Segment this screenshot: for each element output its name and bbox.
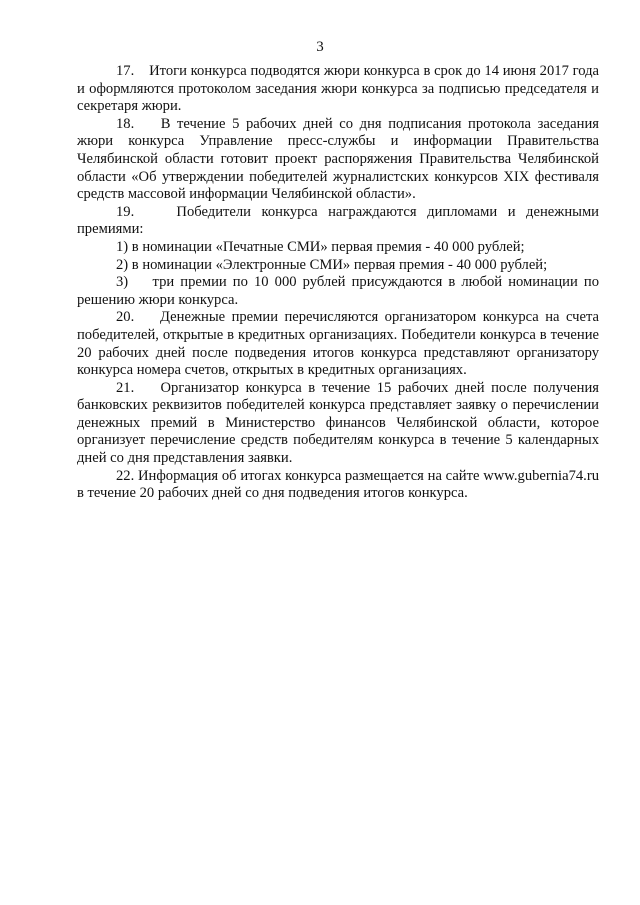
paragraph-21: 21. Организатор конкурса в течение 15 рабочих дней после получения банковских реквизитов победителей конкурса представляет заявку о перечислении денежных премий в Министерство финансов Челябинской области, которое организует перечисление средств победителям конкурса в течение 5 календарных дней со дня представления заявки. bbox=[77, 379, 599, 467]
paragraph-19: 19. Победители конкурса награждаются дипломами и денежными премиями: bbox=[77, 203, 599, 238]
document-body bbox=[77, 63, 599, 503]
paragraph-20: 20. Денежные премии перечисляются организатором конкурса на счета победителей, открытые в кредитных организациях. Победители конкурса в течение 20 рабочих дней после подведения итогов конкурса представляют организатору конкурса номера счетов, открытых в кредитных организациях. bbox=[77, 309, 599, 379]
paragraph-22 bbox=[77, 468, 599, 503]
paragraph-19-item-3: 3) три премии по 10 000 рублей присуждаются в любой номинации по решению жюри конкурса. bbox=[77, 274, 599, 308]
paragraph-22-text-end: в течение 20 рабочих дней со дня подведения итогов конкурса. bbox=[77, 485, 468, 502]
paragraph-18: 18. В течение 5 рабочих дней со дня подписания протокола заседания жюри конкурса Управление пресс-службы и информации Правительства Челябинской области готовит проект распоряжения Правительства Челябинской области «Об утверждении победителей журналистских конкурсов XIX фестиваля средств массовой информации Челябинской области». bbox=[77, 115, 599, 203]
paragraph-19-item-2: 2) в номинации «Электронные СМИ» первая премия - 40 000 рублей; bbox=[116, 256, 548, 273]
paragraph-17: 17. Итоги конкурса подводятся жюри конкурса в срок до 14 июня 2017 года и оформляются протоколом заседания жюри конкурса за подписью председателя и секретаря жюри. bbox=[77, 63, 599, 115]
paragraph-22-text-start: 22. Информация об итогах конкурса размещается на сайте bbox=[116, 467, 484, 484]
paragraph-19-item-1: 1) в номинации «Печатные СМИ» первая премия - 40 000 рублей; bbox=[116, 238, 525, 255]
website-link[interactable]: www.gubernia74.ru bbox=[483, 467, 599, 484]
page-number: 3 bbox=[316, 39, 324, 55]
